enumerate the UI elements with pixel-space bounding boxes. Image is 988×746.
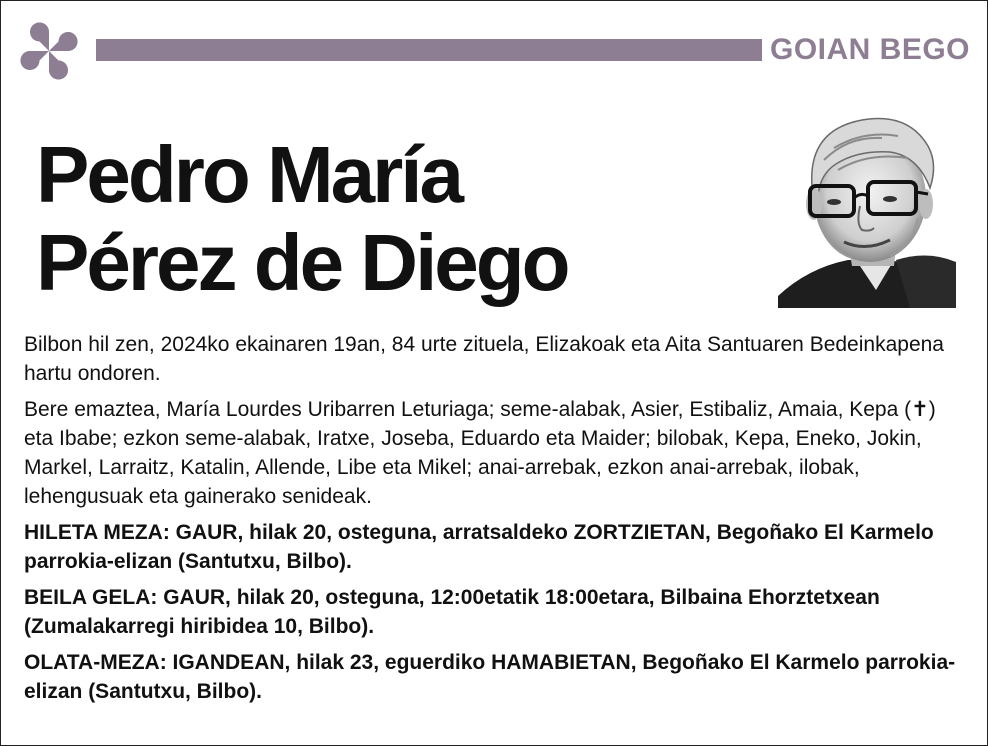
lauburu-icon — [8, 10, 90, 92]
header-label: GOIAN BEGO — [770, 33, 971, 66]
portrait-photo — [778, 100, 956, 308]
funeral-mass-notice: HILETA MEZA: GAUR, hilak 20, osteguna, arratsaldeko ZORTZIETAN, Begoñako El Karmelo parrokia-elizan (Santutxu, Bilbo). — [24, 521, 934, 573]
wake-room-notice: BEILA GELA: GAUR, hilak 20, osteguna, 12:00etatik 18:00etara, Bilbaina Ehorztetxean (Zumalakarregi hiribidea 10, Bilbo). — [24, 586, 880, 638]
death-notice-paragraph: Bilbon hil zen, 2024ko ekainaren 19an, 84 urte zituela, Elizakoak eta Aita Santuaren Bedeinkapena hartu ondoren. — [24, 333, 944, 385]
family-paragraph: Bere emaztea, María Lourdes Uribarren Leturiaga; seme-alabak, Asier, Estibaliz, Amaia, Kepa (✝) eta Ibabe; ezkon seme-alabak, Iratxe, Joseba, Eduardo eta Maider; bilobak, Kepa, Eneko, Jokin, Markel, Larraitz, Katalin, Allende, Libe eta Mikel; anai-arrebak, ezkon anai-arrebak, ilobak, lehengusuak eta gainerako senideak. — [24, 398, 936, 508]
deceased-name-line1: Pedro María — [36, 130, 461, 219]
offering-mass-notice: OLATA-MEZA: IGANDEAN, hilak 23, eguerdiko HAMABIETAN, Begoñako El Karmelo parrokia-elizan (Santutxu, Bilbo). — [24, 651, 956, 703]
header-band — [96, 39, 762, 61]
deceased-name-line2: Pérez de Diego — [36, 218, 568, 307]
obituary-body — [24, 330, 966, 713]
